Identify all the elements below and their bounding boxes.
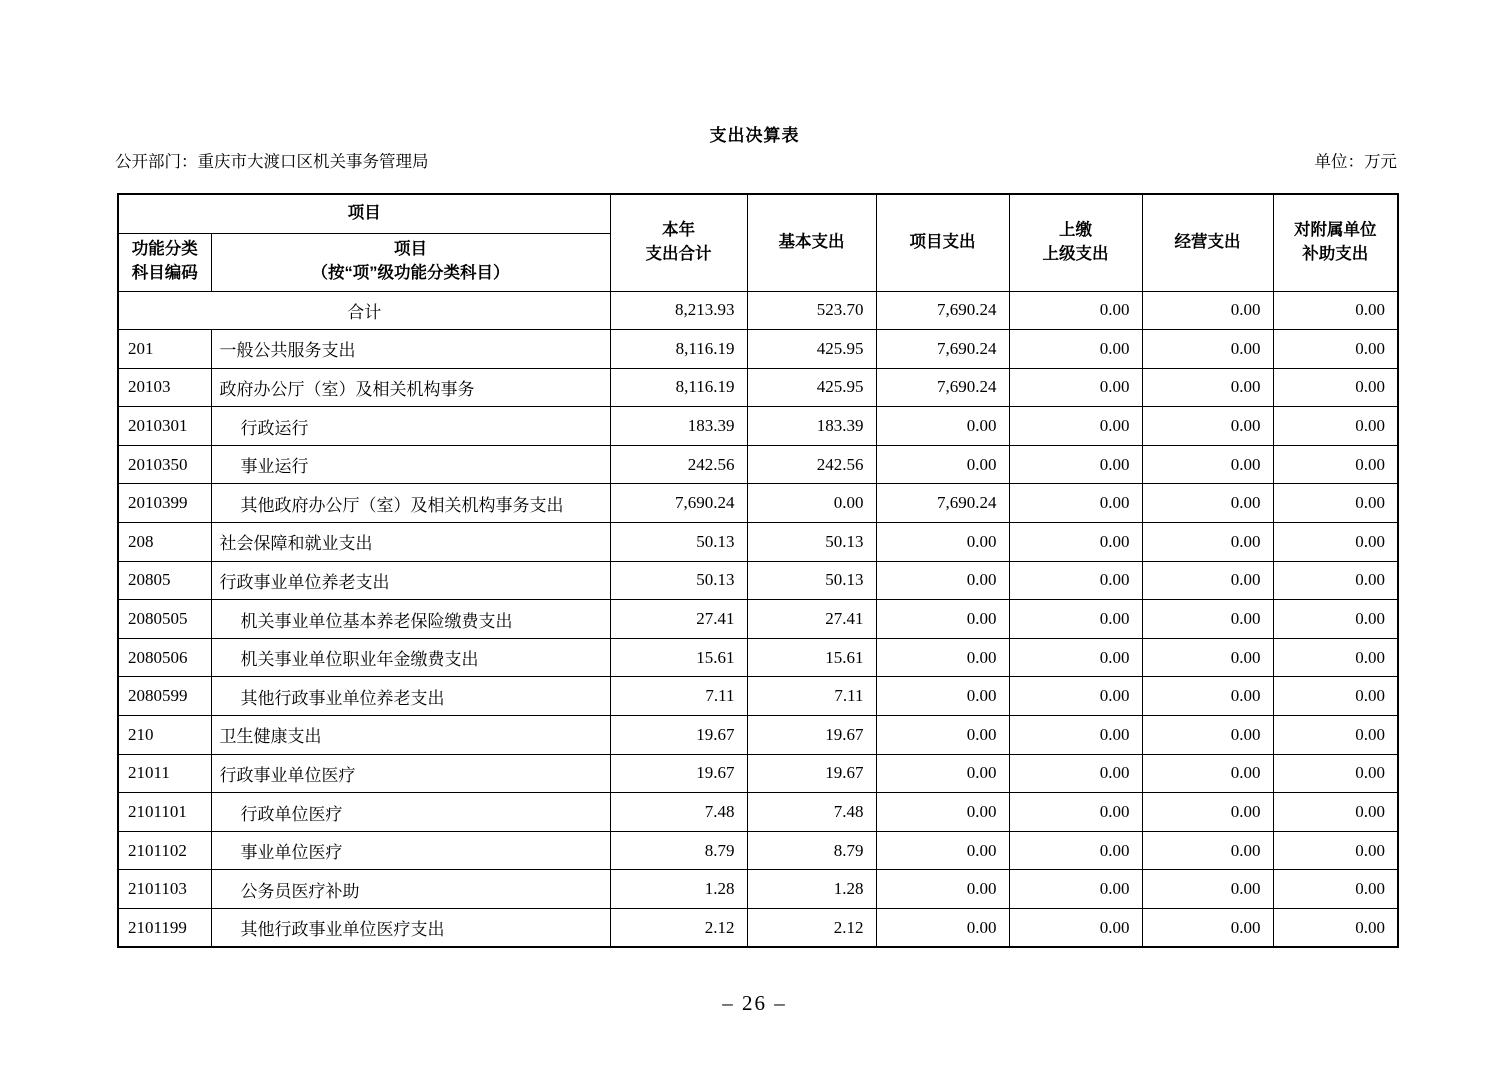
table-row bbox=[118, 677, 1398, 716]
cell-amount-project: 7,690.24 bbox=[876, 368, 1009, 407]
cell-amount-operating: 0.00 bbox=[1142, 561, 1273, 600]
header-upper bbox=[1009, 194, 1142, 291]
table-row bbox=[118, 330, 1398, 369]
cell-amount-operating: 0.00 bbox=[1142, 445, 1273, 484]
cell-amount-subsidy: 0.00 bbox=[1273, 445, 1398, 484]
cell-amount-year-total: 50.13 bbox=[610, 561, 747, 600]
cell-amount-operating: 0.00 bbox=[1142, 600, 1273, 639]
cell-amount-basic: 15.61 bbox=[747, 638, 876, 677]
cell-amount-basic: 7.11 bbox=[747, 677, 876, 716]
cell-amount-subsidy: 0.00 bbox=[1273, 716, 1398, 755]
cell-amount-operating: 0.00 bbox=[1142, 368, 1273, 407]
cell-name: 机关事业单位职业年金缴费支出 bbox=[211, 638, 610, 677]
header-project-group: 项目 bbox=[118, 194, 610, 233]
cell-code: 2010350 bbox=[118, 445, 211, 484]
cell-amount-year-total: 183.39 bbox=[610, 407, 747, 446]
cell-name: 行政单位医疗 bbox=[211, 793, 610, 832]
cell-amount-basic: 50.13 bbox=[747, 523, 876, 562]
cell-amount-year-total: 50.13 bbox=[610, 523, 747, 562]
cell-code: 2101102 bbox=[118, 831, 211, 870]
cell-amount-subsidy: 0.00 bbox=[1273, 870, 1398, 909]
header-project: 项目支出 bbox=[876, 194, 1009, 291]
cell-amount-basic: 425.95 bbox=[747, 330, 876, 369]
cell-amount-subsidy: 0.00 bbox=[1273, 407, 1398, 446]
table-row bbox=[118, 793, 1398, 832]
cell-amount-subsidy: 0.00 bbox=[1273, 330, 1398, 369]
cell-amount-subsidy: 0.00 bbox=[1273, 638, 1398, 677]
cell-amount-operating: 0.00 bbox=[1142, 484, 1273, 523]
cell-amount-upper: 0.00 bbox=[1009, 600, 1142, 639]
cell-amount-basic: 27.41 bbox=[747, 600, 876, 639]
cell-amount-year-total: 19.67 bbox=[610, 754, 747, 793]
cell-amount-basic: 425.95 bbox=[747, 368, 876, 407]
table-header bbox=[118, 194, 1398, 291]
header-name bbox=[211, 233, 610, 291]
table-row bbox=[118, 909, 1398, 948]
cell-amount-upper: 0.00 bbox=[1009, 909, 1142, 948]
cell-amount-year-total: 2.12 bbox=[610, 909, 747, 948]
cell-amount-operating: 0.00 bbox=[1142, 677, 1273, 716]
header-year-total bbox=[610, 194, 747, 291]
cell-amount-project: 0.00 bbox=[876, 638, 1009, 677]
header-operating: 经营支出 bbox=[1142, 194, 1273, 291]
cell-amount-year-total: 8,116.19 bbox=[610, 330, 747, 369]
cell-amount-subsidy: 0.00 bbox=[1273, 831, 1398, 870]
header-code-line1: 功能分类 bbox=[131, 240, 198, 259]
cell-name: 其他行政事业单位养老支出 bbox=[211, 677, 610, 716]
cell-amount-basic: 19.67 bbox=[747, 754, 876, 793]
cell-amount-upper: 0.00 bbox=[1009, 638, 1142, 677]
cell-code: 2080505 bbox=[118, 600, 211, 639]
cell-amount-year-total: 27.41 bbox=[610, 600, 747, 639]
cell-amount-subsidy: 0.00 bbox=[1273, 484, 1398, 523]
cell-amount-project: 0.00 bbox=[876, 677, 1009, 716]
header-code-line2: 科目编码 bbox=[131, 264, 198, 282]
cell-amount-subsidy: 0.00 bbox=[1273, 523, 1398, 562]
cell-amount-upper: 0.00 bbox=[1009, 716, 1142, 755]
cell-amount-basic: 50.13 bbox=[747, 561, 876, 600]
cell-amount-upper: 0.00 bbox=[1009, 291, 1142, 330]
cell-amount-upper: 0.00 bbox=[1009, 754, 1142, 793]
unit-label: 单位：万元 bbox=[1314, 152, 1397, 171]
cell-code: 21011 bbox=[118, 754, 211, 793]
page-title: 支出决算表 bbox=[709, 126, 800, 145]
cell-name: 事业单位医疗 bbox=[211, 831, 610, 870]
header-basic: 基本支出 bbox=[747, 194, 876, 291]
header-name-line2: （按“项”级功能分类科目） bbox=[311, 264, 510, 282]
cell-name: 行政事业单位养老支出 bbox=[211, 561, 610, 600]
cell-amount-project: 0.00 bbox=[876, 754, 1009, 793]
cell-name: 卫生健康支出 bbox=[211, 716, 610, 755]
header-subsidy bbox=[1273, 194, 1398, 291]
cell-amount-basic: 19.67 bbox=[747, 716, 876, 755]
cell-amount-upper: 0.00 bbox=[1009, 330, 1142, 369]
meta-row bbox=[115, 148, 1397, 172]
cell-amount-operating: 0.00 bbox=[1142, 330, 1273, 369]
table-row bbox=[118, 291, 1398, 330]
table-row bbox=[118, 600, 1398, 639]
cell-total-label: 合计 bbox=[118, 291, 610, 330]
cell-amount-upper: 0.00 bbox=[1009, 561, 1142, 600]
cell-code: 2101103 bbox=[118, 870, 211, 909]
cell-name: 社会保障和就业支出 bbox=[211, 523, 610, 562]
cell-amount-project: 0.00 bbox=[876, 600, 1009, 639]
cell-amount-year-total: 19.67 bbox=[610, 716, 747, 755]
table-row bbox=[118, 561, 1398, 600]
cell-amount-operating: 0.00 bbox=[1142, 754, 1273, 793]
cell-name: 政府办公厅（室）及相关机构事务 bbox=[211, 368, 610, 407]
cell-amount-operating: 0.00 bbox=[1142, 407, 1273, 446]
cell-amount-basic: 183.39 bbox=[747, 407, 876, 446]
cell-amount-project: 0.00 bbox=[876, 561, 1009, 600]
table-row bbox=[118, 638, 1398, 677]
cell-amount-operating: 0.00 bbox=[1142, 831, 1273, 870]
header-subsidy-line2: 补助支出 bbox=[1302, 244, 1369, 263]
cell-amount-upper: 0.00 bbox=[1009, 407, 1142, 446]
cell-code: 2080506 bbox=[118, 638, 211, 677]
cell-amount-project: 0.00 bbox=[876, 716, 1009, 755]
cell-amount-subsidy: 0.00 bbox=[1273, 909, 1398, 948]
cell-code: 2010301 bbox=[118, 407, 211, 446]
cell-code: 210 bbox=[118, 716, 211, 755]
cell-code: 2101199 bbox=[118, 909, 211, 948]
cell-amount-upper: 0.00 bbox=[1009, 523, 1142, 562]
cell-amount-project: 7,690.24 bbox=[876, 291, 1009, 330]
cell-amount-subsidy: 0.00 bbox=[1273, 793, 1398, 832]
cell-amount-upper: 0.00 bbox=[1009, 831, 1142, 870]
cell-amount-subsidy: 0.00 bbox=[1273, 600, 1398, 639]
table-row bbox=[118, 523, 1398, 562]
header-name-line1: 项目 bbox=[394, 240, 427, 259]
cell-name: 其他行政事业单位医疗支出 bbox=[211, 909, 610, 948]
cell-amount-operating: 0.00 bbox=[1142, 793, 1273, 832]
cell-amount-upper: 0.00 bbox=[1009, 445, 1142, 484]
cell-code: 20103 bbox=[118, 368, 211, 407]
cell-code: 201 bbox=[118, 330, 211, 369]
cell-amount-year-total: 8,213.93 bbox=[610, 291, 747, 330]
cell-amount-basic: 523.70 bbox=[747, 291, 876, 330]
cell-amount-project: 7,690.24 bbox=[876, 330, 1009, 369]
cell-name: 一般公共服务支出 bbox=[211, 330, 610, 369]
cell-name: 行政事业单位医疗 bbox=[211, 754, 610, 793]
cell-amount-subsidy: 0.00 bbox=[1273, 754, 1398, 793]
cell-code: 20805 bbox=[118, 561, 211, 600]
cell-amount-year-total: 1.28 bbox=[610, 870, 747, 909]
cell-amount-operating: 0.00 bbox=[1142, 638, 1273, 677]
cell-amount-upper: 0.00 bbox=[1009, 677, 1142, 716]
cell-amount-basic: 242.56 bbox=[747, 445, 876, 484]
department-label: 公开部门：重庆市大渡口区机关事务管理局 bbox=[115, 152, 429, 171]
cell-amount-project: 0.00 bbox=[876, 445, 1009, 484]
cell-amount-subsidy: 0.00 bbox=[1273, 561, 1398, 600]
cell-amount-project: 0.00 bbox=[876, 831, 1009, 870]
header-year-total-line2: 支出合计 bbox=[645, 244, 712, 263]
cell-name: 事业运行 bbox=[211, 445, 610, 484]
cell-amount-year-total: 8,116.19 bbox=[610, 368, 747, 407]
cell-code: 2101101 bbox=[118, 793, 211, 832]
cell-amount-operating: 0.00 bbox=[1142, 523, 1273, 562]
cell-amount-year-total: 7.11 bbox=[610, 677, 747, 716]
cell-amount-project: 0.00 bbox=[876, 909, 1009, 948]
cell-amount-operating: 0.00 bbox=[1142, 909, 1273, 948]
cell-amount-project: 0.00 bbox=[876, 870, 1009, 909]
table-row bbox=[118, 484, 1398, 523]
cell-amount-upper: 0.00 bbox=[1009, 793, 1142, 832]
cell-code: 2080599 bbox=[118, 677, 211, 716]
expenditure-table bbox=[117, 193, 1399, 948]
cell-amount-year-total: 242.56 bbox=[610, 445, 747, 484]
cell-amount-operating: 0.00 bbox=[1142, 870, 1273, 909]
cell-amount-operating: 0.00 bbox=[1142, 291, 1273, 330]
cell-amount-upper: 0.00 bbox=[1009, 870, 1142, 909]
table-row bbox=[118, 368, 1398, 407]
cell-code: 2010399 bbox=[118, 484, 211, 523]
header-upper-line1: 上缴 bbox=[1059, 220, 1092, 239]
cell-amount-project: 0.00 bbox=[876, 793, 1009, 832]
cell-name: 机关事业单位基本养老保险缴费支出 bbox=[211, 600, 610, 639]
cell-amount-project: 0.00 bbox=[876, 407, 1009, 446]
cell-amount-project: 0.00 bbox=[876, 523, 1009, 562]
cell-code: 208 bbox=[118, 523, 211, 562]
cell-amount-project: 7,690.24 bbox=[876, 484, 1009, 523]
header-upper-line2: 上级支出 bbox=[1042, 244, 1109, 263]
table-row bbox=[118, 445, 1398, 484]
header-year-total-line1: 本年 bbox=[662, 220, 695, 239]
header-subsidy-line1: 对附属单位 bbox=[1294, 220, 1377, 239]
cell-amount-basic: 2.12 bbox=[747, 909, 876, 948]
table-row bbox=[118, 407, 1398, 446]
table-row bbox=[118, 754, 1398, 793]
cell-amount-basic: 0.00 bbox=[747, 484, 876, 523]
cell-amount-year-total: 8.79 bbox=[610, 831, 747, 870]
table-row bbox=[118, 716, 1398, 755]
cell-amount-subsidy: 0.00 bbox=[1273, 677, 1398, 716]
cell-amount-basic: 1.28 bbox=[747, 870, 876, 909]
cell-name: 公务员医疗补助 bbox=[211, 870, 610, 909]
table-row bbox=[118, 831, 1398, 870]
cell-amount-subsidy: 0.00 bbox=[1273, 368, 1398, 407]
cell-amount-year-total: 7,690.24 bbox=[610, 484, 747, 523]
header-code bbox=[118, 233, 211, 291]
cell-amount-upper: 0.00 bbox=[1009, 484, 1142, 523]
cell-name: 行政运行 bbox=[211, 407, 610, 446]
cell-amount-year-total: 7.48 bbox=[610, 793, 747, 832]
cell-amount-basic: 7.48 bbox=[747, 793, 876, 832]
table-row bbox=[118, 870, 1398, 909]
table-body bbox=[118, 291, 1398, 947]
cell-amount-subsidy: 0.00 bbox=[1273, 291, 1398, 330]
cell-name: 其他政府办公厅（室）及相关机构事务支出 bbox=[211, 484, 610, 523]
cell-amount-basic: 8.79 bbox=[747, 831, 876, 870]
cell-amount-year-total: 15.61 bbox=[610, 638, 747, 677]
page-number: – 26 – bbox=[722, 991, 787, 1015]
cell-amount-upper: 0.00 bbox=[1009, 368, 1142, 407]
cell-amount-operating: 0.00 bbox=[1142, 716, 1273, 755]
